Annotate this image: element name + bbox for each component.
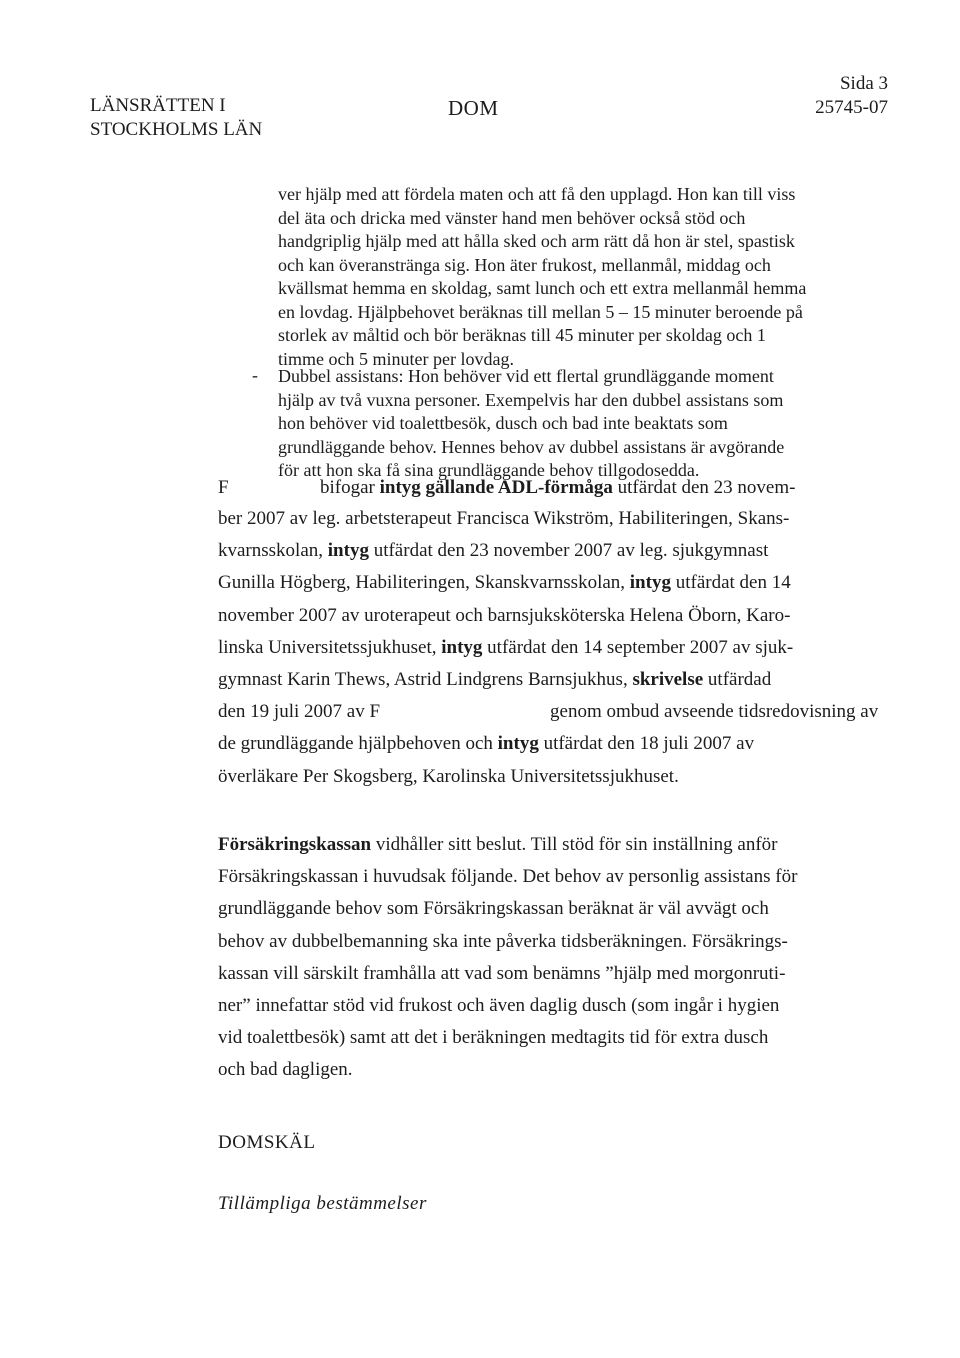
text-run: linska Universitetssjukhuset, — [218, 636, 442, 658]
indented-paragraph-double-assistance: Dubbel assistans: Hon behöver vid ett flertal grundläggande moment hjälp av två vuxna personer. Exempelvis har den dubbel assistans som hon behöver vid toalettbesök, dusch och bad inte beaktats som grundläggande behov. Hennes behov av dubbel assistans är avgörande för att hon ska få sina grundläggande behov tillgodosedda. — [278, 366, 785, 480]
evidence-line-6 — [218, 632, 878, 664]
agency-line-7: vid toalettbesök) samt att det i beräkningen medtagits tid för extra dusch — [218, 1027, 769, 1049]
text-run: utfärdat den 23 november 2007 av leg. sjukgymnast — [368, 540, 769, 562]
case-number: 25745-07 — [815, 97, 888, 118]
agency-line-6: ner” innefattar stöd vid frukost och även daglig dusch (som ingår i hygien — [218, 994, 780, 1016]
bold-run: intyg — [497, 733, 539, 755]
text-run: utfärdat den 14 september 2007 av sjuk- — [482, 636, 794, 658]
bold-run: Försäkringskassan — [218, 834, 372, 855]
section-subheading: Tillämpliga bestämmelser — [218, 1193, 427, 1214]
court-name-line2: STOCKHOLMS LÄN — [90, 119, 263, 140]
text-run: gymnast Karin Thews, Astrid Lindgrens Barnsjukhus, — [218, 668, 633, 690]
text-run: bifogar — [320, 477, 380, 498]
evidence-line-10: överläkare Per Skogsberg, Karolinska Universitetssjukhuset. — [218, 765, 679, 787]
agency-paragraph — [218, 829, 797, 1087]
evidence-paragraph — [218, 503, 878, 793]
bold-run: intyg — [327, 540, 369, 562]
text-run: den 19 juli 2007 av F — [218, 701, 381, 723]
text-run: utfärdat den 23 novem- — [612, 477, 796, 498]
agency-line-1 — [218, 829, 797, 861]
text-run: de grundläggande hjälpbehoven och — [218, 733, 498, 755]
agency-line-2: Försäkringskassan i huvudsak följande. Det behov av personlig assistans för — [218, 866, 798, 888]
text-run: kvarnsskolan, — [218, 540, 328, 562]
evidence-line-7 — [218, 664, 878, 696]
text-run: vidhåller sitt beslut. Till stöd för sin inställning anför — [371, 834, 778, 855]
evidence-line-8 — [218, 696, 878, 728]
bold-run: intyg — [629, 572, 671, 594]
bold-run: skrivelse — [632, 668, 704, 690]
evidence-line-4 — [218, 567, 878, 599]
court-name — [90, 94, 262, 142]
page-info — [815, 72, 888, 120]
text-run: utfärdad — [703, 668, 772, 690]
text-run: Gunilla Högberg, Habiliteringen, Skanskvarnsskolan, — [218, 572, 630, 594]
court-name-line1: LÄNSRÄTTEN I — [90, 95, 226, 116]
list-dash: - — [252, 365, 258, 385]
indented-paragraph-meals: ver hjälp med att fördela maten och att få den upplagd. Hon kan till viss del äta och dricka med vänster hand men behöver också stöd och handgriplig hjälp med att hålla sked och arm rätt då hon är stel, spastisk och kan överanstränga sig. Hon äter frukost, mellanmål, middag och kvällsmat hemma en skoldag, samt lunch och ett extra mellanmål hemma en lovdag. Hjälpbehovet beräknas till mellan 5 – 15 minuter beroende på storlek av måltid och bör beräknas till 45 minuter per skoldag och 1 timme och 5 minuter per lovdag. — [278, 184, 807, 369]
agency-line-5: kassan vill särskilt framhålla att vad som benämns ”hjälp med morgonruti- — [218, 962, 786, 984]
evidence-line-1 — [320, 477, 795, 499]
page-number: Sida 3 — [839, 73, 888, 94]
text-run: genom ombud avseende tidsredovisning av — [550, 701, 879, 723]
agency-line-3: grundläggande behov som Försäkringskassan beräknat är väl avvägt och — [218, 898, 769, 920]
bold-run: intyg — [441, 636, 483, 658]
text-run: utfärdat den 18 juli 2007 av — [538, 733, 755, 755]
text-run: utfärdat den 14 — [670, 572, 791, 594]
agency-line-8: och bad dagligen. — [218, 1059, 353, 1081]
evidence-line-5: november 2007 av uroterapeut och barnsjuksköterska Helena Öborn, Karo- — [218, 604, 791, 626]
evidence-line-2: ber 2007 av leg. arbetsterapeut Francisca Wikström, Habiliteringen, Skans- — [218, 508, 790, 529]
section-heading: DOMSKÄL — [218, 1132, 316, 1153]
evidence-line-9 — [218, 728, 878, 760]
evidence-line-3 — [218, 535, 878, 567]
agency-line-4: behov av dubbelbemanning ska inte påverka tidsberäkningen. Försäkrings- — [218, 930, 788, 952]
party-initial: F — [218, 477, 229, 498]
bold-run: intyg gällande ADL-förmåga — [379, 477, 613, 498]
document-type: DOM — [448, 96, 499, 120]
